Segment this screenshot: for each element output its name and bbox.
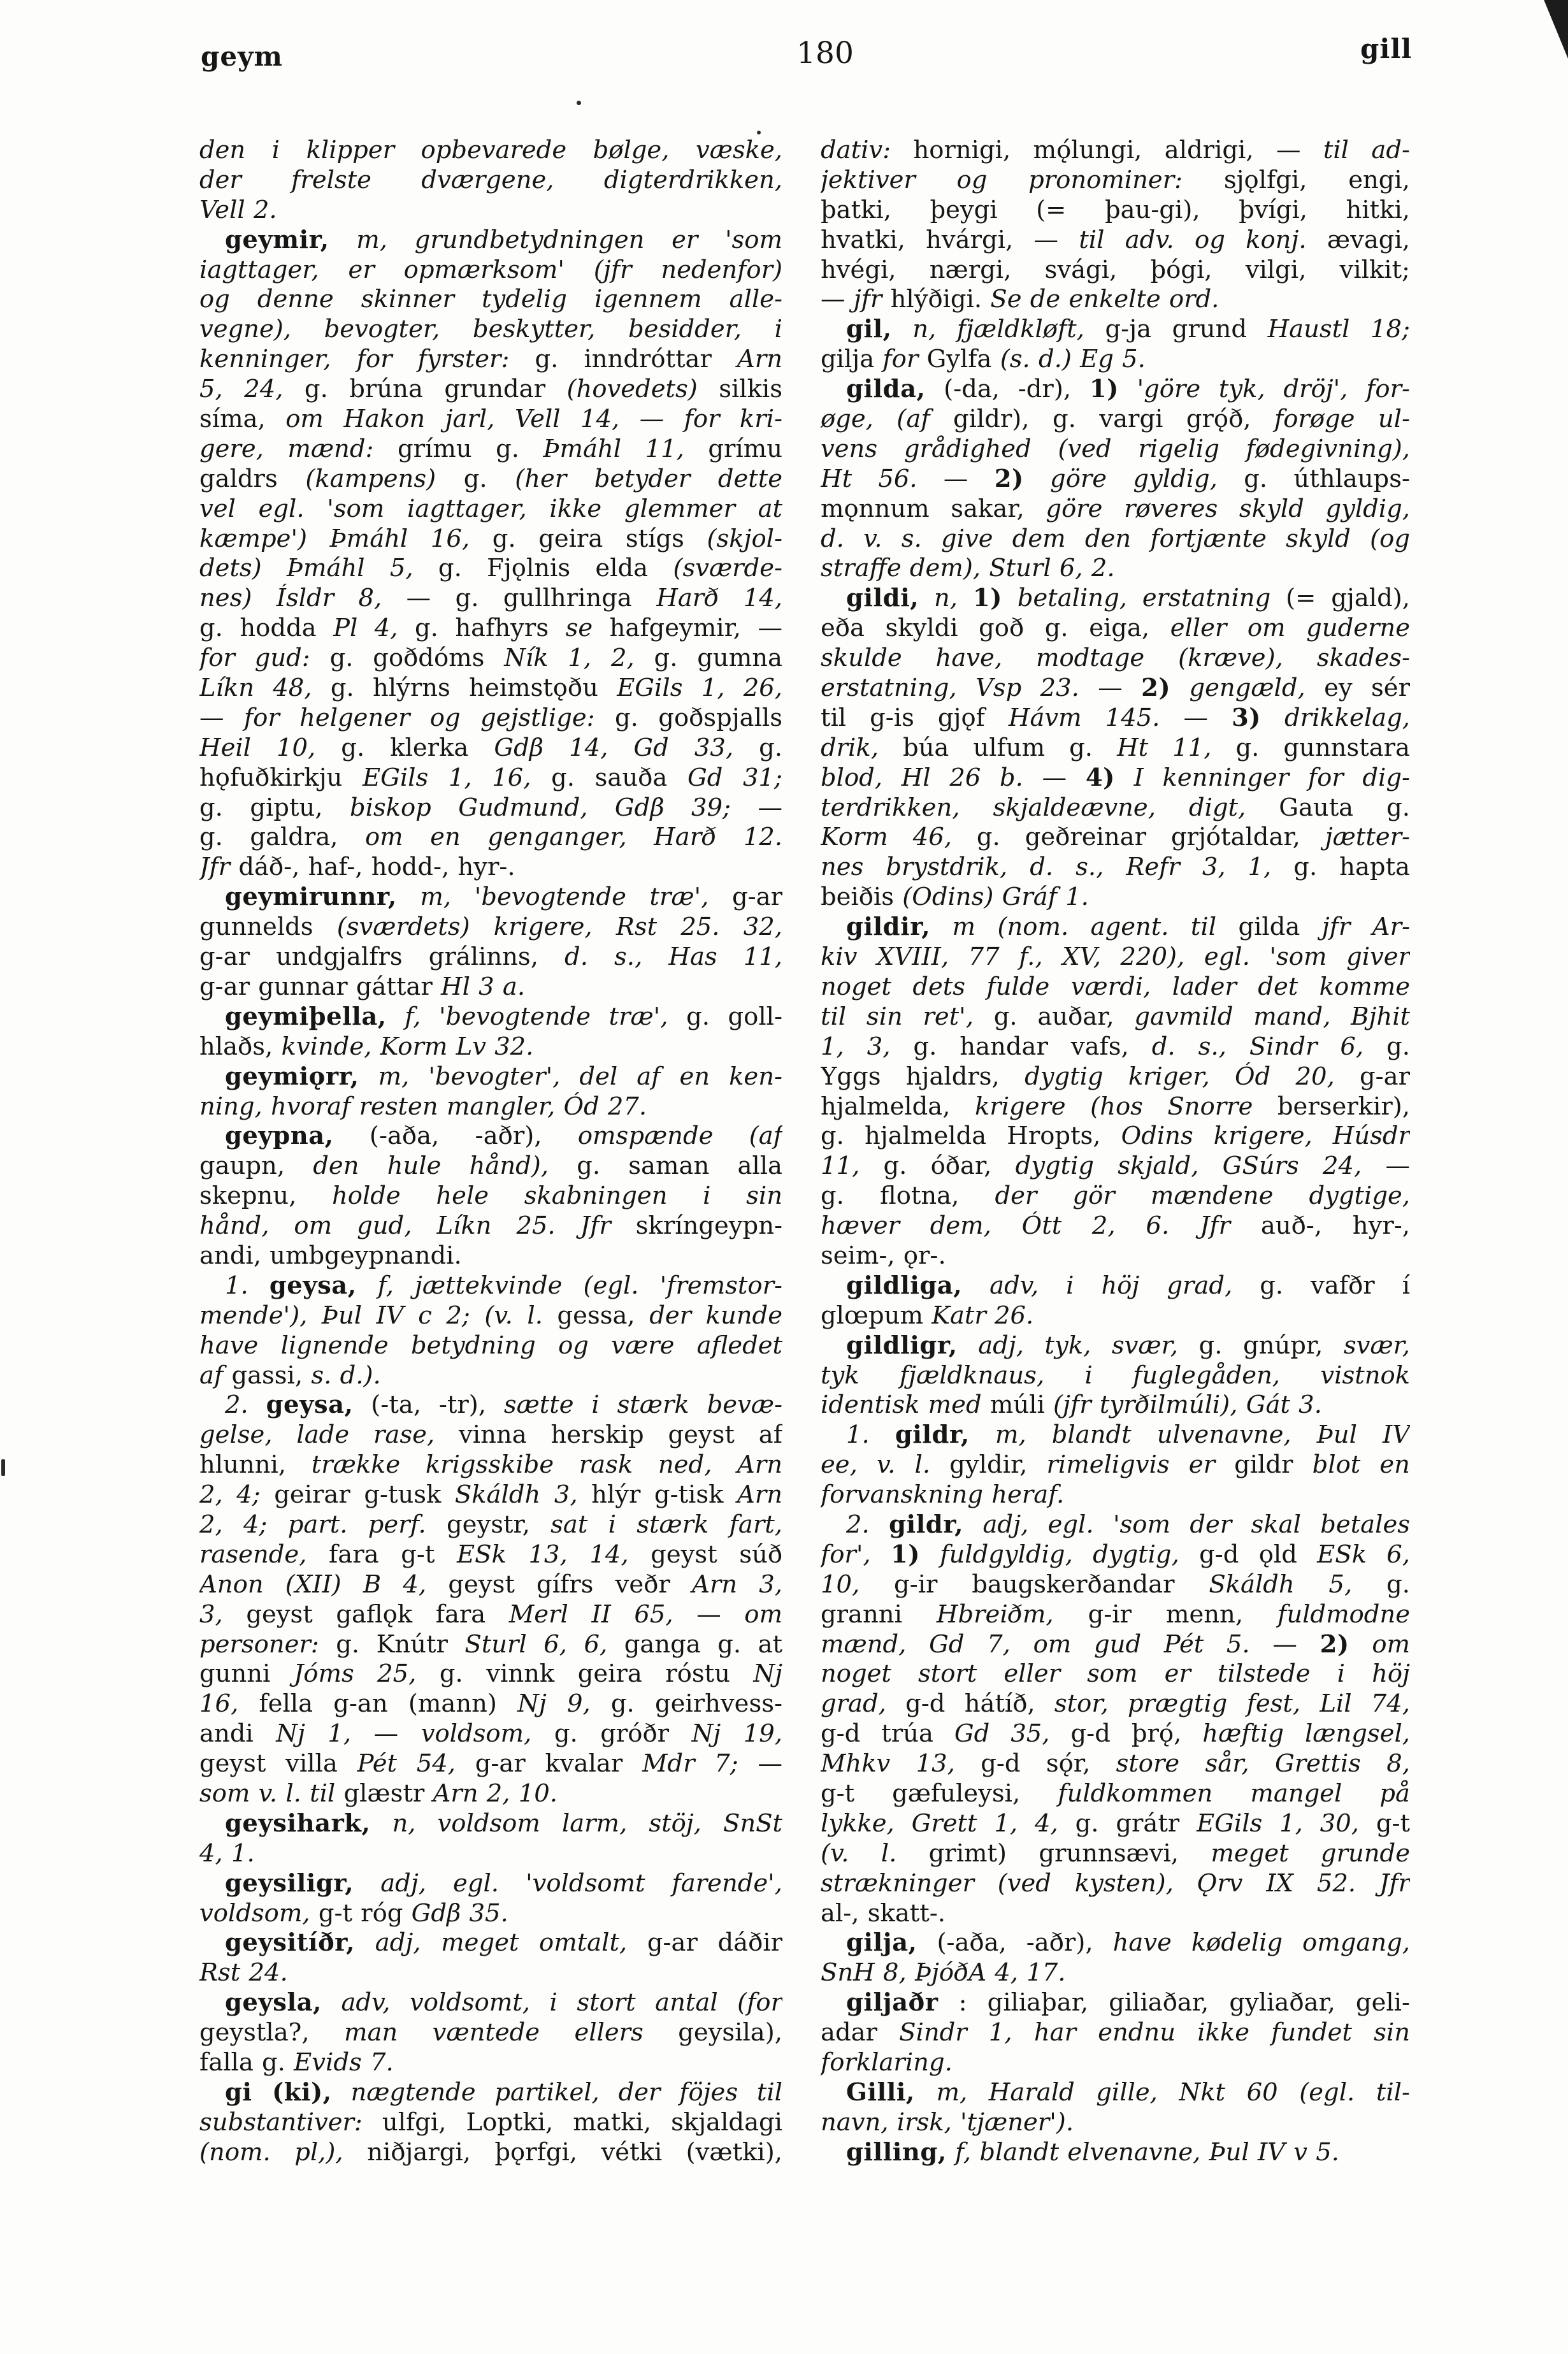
text-line: g. hjalmelda Hropts, Odins krigere, Húsdr: [821, 1122, 1410, 1151]
text-line: skepnu, holde hele skabningen i sin: [199, 1181, 782, 1211]
text-line: al-, skatt-.: [821, 1898, 946, 1928]
text-line: SnH 8, ÞjóðA 4, 17.: [821, 1958, 1066, 1988]
text-line: vegne), bevogter, beskytter, besidder, i: [199, 315, 782, 344]
text-line: Ht 56. — 2) göre gyldig, g. úthlaups-: [821, 464, 1410, 493]
text-line: til sin ret', g. auðar, gavmild mand, Bjhit: [821, 1002, 1410, 1031]
text-line: som v. l. til glæstr Arn 2, 10.: [199, 1779, 557, 1808]
text-line: ning, hvoraf resten mangler, Ód 27.: [199, 1092, 647, 1121]
text-line: gunni Jóms 25, g. vinnk geira róstu Nj: [199, 1659, 782, 1689]
text-line: hlunni, trække krigsskibe rask ned, Arn: [199, 1450, 782, 1480]
text-line: noget dets fulde værdi, lader det komme: [821, 972, 1410, 1001]
text-line: vel egl. 'som iagttager, ikke glemmer at: [199, 494, 782, 523]
text-line: andi Nj 1, — voldsom, g. gróðr Nj 19,: [199, 1719, 782, 1749]
text-line: 1. gildr, m, blandt ulvenavne, Þul IV: [846, 1420, 1410, 1450]
text-line: g-d trúa Gd 35, g-d þrǫ́, hæftig længsel,: [821, 1719, 1410, 1749]
text-line: g-ar undgjalfrs grálinns, d. s., Has 11,: [199, 942, 782, 972]
scan-artifact-speck: [1, 1459, 5, 1476]
text-line: grad, g-d hátíð, stor, prægtig fest, Lil 74,: [821, 1689, 1410, 1719]
text-line: Korm 46, g. geðreinar grjótaldar, jætter-: [821, 823, 1410, 852]
text-line: geysiligr, adj, egl. 'voldsomt farende',: [225, 1868, 782, 1898]
text-line: gilja, (-aða, -aðr), have kødelig omgang,: [846, 1928, 1410, 1958]
text-line: Heil 10, g. klerka Gdβ 14, Gd 33, g.: [199, 733, 782, 762]
text-line: (nom. pl,), niðjargi, þǫrfgi, vétki (vætki),: [199, 2137, 782, 2167]
text-line: Vell 2.: [199, 195, 277, 224]
page-number: 180: [796, 36, 854, 71]
text-column-right: [821, 136, 1410, 2168]
text-line: geysla, adv, voldsomt, i stort antal (for: [225, 1988, 782, 2018]
text-line: gunnelds (sværdets) krigere, Rst 25. 32,: [199, 913, 782, 942]
text-line: have lignende betydning og være afledet: [199, 1331, 782, 1360]
text-line: g. hodda Pl 4, g. hafhyrs se hafgeymir, —: [199, 614, 782, 643]
text-line: kæmpe') Þmáhl 16, g. geira stígs (skjol-: [199, 524, 782, 553]
text-line: den i klipper opbevarede bølge, væske,: [199, 136, 782, 164]
text-line: kenninger, for fyrster: g. inndróttar Arn: [199, 345, 782, 374]
text-line: seim-, ǫr-.: [821, 1241, 946, 1270]
text-line: síma, om Hakon jarl, Vell 14, — for kri-: [199, 405, 782, 434]
text-line: nes brystdrik, d. s., Refr 3, 1, g. hapta: [821, 853, 1410, 882]
text-line: kiv XVIII, 77 f., XV, 220), egl. 'som giver: [821, 942, 1410, 972]
text-line: mende'), Þul IV c 2; (v. l. gessa, der kunde: [199, 1301, 782, 1330]
text-line: øge, (af gildr), g. vargi grǫ́ð, forøge ul-: [821, 405, 1410, 434]
text-line: 1, 3, g. handar vafs, d. s., Sindr 6, g.: [821, 1032, 1410, 1061]
text-line: rasende, fara g-t ESk 13, 14, geyst súð: [199, 1540, 782, 1569]
text-line: nes) Ísldr 8, — g. gullhringa Harð 14,: [199, 584, 782, 613]
text-line: 3, geyst gaflǫk fara Merl II 65, — om: [199, 1599, 782, 1629]
text-line: straffe dem), Sturl 6, 2.: [821, 554, 1115, 583]
running-head: [0, 33, 1568, 78]
header-keyword-left: geym: [201, 41, 283, 72]
text-line: granni Hbreiðm, g-ir menn, fuldmodne: [821, 1599, 1410, 1629]
text-line: voldsom, g-t róg Gdβ 35.: [199, 1898, 508, 1928]
text-line: erstatning, Vsp 23. — 2) gengæld, ey sér: [821, 674, 1410, 703]
text-line: for', 1) fuldgyldig, dygtig, g-d ǫld ESk 6,: [821, 1540, 1410, 1569]
text-line: hlaðs, kvinde, Korm Lv 32.: [199, 1032, 534, 1061]
text-line: noget stort eller som er tilstede i höj: [821, 1659, 1410, 1689]
text-line: personer: g. Knútr Sturl 6, 6, ganga g. at: [199, 1629, 782, 1659]
text-line: forklaring.: [821, 2048, 953, 2077]
text-line: — jfr hlýðigi. Se de enkelte ord.: [821, 285, 1219, 314]
text-line: og denne skinner tydelig igennem alle-: [199, 285, 782, 314]
text-line: navn, irsk, 'tjæner').: [821, 2107, 1074, 2137]
text-line: gil, n, fjældkløft, g-ja grund Haustl 18;: [846, 315, 1410, 344]
text-line: hånd, om gud, Líkn 25. Jfr skríngeypn-: [199, 1211, 782, 1241]
text-line: Líkn 48, g. hlýrns heimstǫðu EGils 1, 26,: [199, 674, 782, 703]
text-line: gi (ki), nægtende partikel, der föjes til: [225, 2077, 782, 2107]
text-line: Gilli, m, Harald gille, Nkt 60 (egl. til-: [846, 2077, 1410, 2107]
text-line: Yggs hjaldrs, dygtig kriger, Ód 20, g-ar: [821, 1062, 1410, 1091]
text-line: gildir, m (nom. agent. til gilda jfr Ar-: [846, 913, 1410, 942]
text-line: der frelste dværgene, digterdrikken,: [199, 165, 782, 194]
text-line: gilling, f, blandt elvenavne, Þul IV v 5.: [846, 2137, 1339, 2167]
text-line: g-ar gunnar gáttar Hl 3 a.: [199, 972, 526, 1001]
text-line: forvanskning heraf.: [821, 1480, 1065, 1510]
text-line: substantiver: ulfgi, Loptki, matki, skjaldagi: [199, 2107, 782, 2137]
text-line: 2, 4; geirar g-tusk Skáldh 3, hlýr g-tisk Arn: [199, 1480, 782, 1510]
text-line: hvégi, nærgi, svági, þógi, vilgi, vilkit;: [821, 255, 1410, 284]
text-line: gaupn, den hule hånd), g. saman alla: [199, 1152, 782, 1181]
text-line: skulde have, modtage (kræve), skades-: [821, 644, 1410, 673]
text-line: andi, umbgeypnandi.: [199, 1241, 462, 1270]
text-line: ee, v. l. gyldir, rimeligvis er gildr blot en: [821, 1450, 1410, 1480]
text-line: g. flotna, der gör mændene dygtige,: [821, 1181, 1410, 1211]
text-line: geymir, m, grundbetydningen er 'som: [225, 225, 782, 254]
text-line: geyst villa Pét 54, g-ar kvalar Mdr 7; —: [199, 1749, 782, 1779]
text-line: gildi, n, 1) betaling, erstatning (= gjald),: [846, 584, 1410, 613]
text-line: lykke, Grett 1, 4, g. grátr EGils 1, 30, g-t: [821, 1809, 1410, 1838]
text-line: 16, fella g-an (mann) Nj 9, g. geirhvess-: [199, 1689, 782, 1719]
text-line: geysitíðr, adj, meget omtalt, g-ar dáðir: [225, 1928, 782, 1958]
text-line: beiðis (Odins) Gráf 1.: [821, 883, 1089, 912]
scan-artifact-speck: [757, 131, 761, 134]
text-line: identisk med múli (jfr tyrðilmúli), Gát 3.: [821, 1390, 1322, 1420]
text-line: Jfr dáð-, haf-, hodd-, hyr-.: [199, 853, 515, 882]
text-line: 1. geysa, f, jættekvinde (egl. 'fremstor-: [225, 1271, 782, 1300]
text-line: geypna, (-aða, -aðr), omspænde (af: [225, 1122, 782, 1151]
text-line: gilja for Gylfa (s. d.) Eg 5.: [821, 345, 1146, 374]
text-line: galdrs (kampens) g. (her betyder dette: [199, 464, 782, 493]
text-line: d. v. s. give dem den fortjænte skyld (og: [821, 524, 1410, 553]
text-line: 2. geysa, (-ta, -tr), sætte i stærk bevæ-: [225, 1390, 782, 1420]
text-line: gere, mænd: grímu g. Þmáhl 11, grímu: [199, 434, 782, 463]
text-line: terdrikken, skjaldeævne, digt, Gauta g.: [821, 793, 1410, 822]
text-line: dets) Þmáhl 5, g. Fjǫlnis elda (sværde-: [199, 554, 782, 583]
text-line: mænd, Gd 7, om gud Pét 5. — 2) om: [821, 1629, 1410, 1659]
text-line: falla g. Evids 7.: [199, 2048, 394, 2077]
text-line: g. galdra, om en genganger, Harð 12.: [199, 823, 782, 852]
text-line: 2. gildr, adj, egl. 'som der skal betales: [846, 1510, 1410, 1539]
text-line: — for helgener og gejstlige: g. goðspjalls: [199, 703, 782, 732]
text-line: hæver dem, Ótt 2, 6. Jfr auð-, hyr-,: [821, 1211, 1410, 1241]
text-line: geymiþella, f, 'bevogtende træ', g. goll-: [225, 1002, 782, 1031]
text-line: gelse, lade rase, vinna herskip geyst af: [199, 1420, 782, 1450]
text-line: adar Sindr 1, har endnu ikke fundet sin: [821, 2018, 1410, 2047]
text-line: Anon (XII) B 4, geyst gífrs veðr Arn 3,: [199, 1570, 782, 1599]
text-line: geysihark, n, voldsom larm, stöj, SnSt: [225, 1809, 782, 1838]
text-line: dativ: hornigi, mǫ́lungi, aldrigi, — til ad-: [821, 136, 1410, 164]
text-line: af gassi, s. d.).: [199, 1361, 381, 1390]
text-line: strækninger (ved kysten), Ǫrv IX 52. Jfr: [821, 1868, 1410, 1898]
text-line: eða skyldi goð g. eiga, eller om guderne: [821, 614, 1410, 643]
text-line: Rst 24.: [199, 1958, 288, 1988]
text-line: giljaðr : giliaþar, giliaðar, gyliaðar, geli-: [846, 1988, 1410, 2018]
text-line: þatki, þeygi (= þau-gi), þvígi, hitki,: [821, 195, 1410, 224]
text-line: 2, 4; part. perf. geystr, sat i stærk fart,: [199, 1510, 782, 1539]
text-line: g. giptu, biskop Gudmund, Gdβ 39; —: [199, 793, 782, 822]
text-line: blod, Hl 26 b. — 4) I kenninger for dig-: [821, 763, 1410, 792]
text-line: geymirunnr, m, 'bevogtende træ', g-ar: [225, 883, 782, 912]
text-line: vens grådighed (ved rigelig fødegivning),: [821, 434, 1410, 463]
text-line: mǫnnum sakar, göre røveres skyld gyldig,: [821, 494, 1410, 523]
text-line: glœpum Katr 26.: [821, 1301, 1034, 1330]
text-line: jektiver og pronominer: sjǫlfgi, engi,: [821, 165, 1410, 194]
text-line: 5, 24, g. brúna grundar (hovedets) silkis: [199, 375, 782, 404]
text-line: g-t gæfuleysi, fuldkommen mangel på: [821, 1779, 1410, 1808]
text-line: iagttager, er opmærksom' (jfr nedenfor): [199, 255, 782, 284]
text-line: 11, g. óðar, dygtig skjald, GSúrs 24, —: [821, 1152, 1410, 1181]
text-line: 4, 1.: [199, 1838, 255, 1868]
text-line: for gud: g. goðdóms Ník 1, 2, g. gumna: [199, 644, 782, 673]
text-line: gilda, (-da, -dr), 1) 'göre tyk, dröj', for-: [846, 375, 1410, 404]
text-line: Mhkv 13, g-d sǫ́r, store sår, Grettis 8,: [821, 1749, 1410, 1779]
header-keyword-right: gill: [1360, 33, 1413, 64]
text-line: tyk fjældknaus, i fuglegåden, vistnok: [821, 1361, 1410, 1390]
text-line: geystla?, man væntede ellers geysila),: [199, 2018, 782, 2047]
text-line: gildliga, adv, i höj grad, g. vafðr í: [846, 1271, 1410, 1300]
text-line: hǫfuðkirkju EGils 1, 16, g. sauða Gd 31;: [199, 763, 782, 792]
text-line: geymiǫrr, m, 'bevogter', del af en ken-: [225, 1062, 782, 1091]
text-line: gildligr, adj, tyk, svær, g. gnúpr, svær,: [846, 1331, 1410, 1360]
text-column-left: [199, 136, 782, 2168]
text-line: hjalmelda, krigere (hos Snorre berserkir),: [821, 1092, 1410, 1121]
text-line: til g-is gjǫf Hávm 145. — 3) drikkelag,: [821, 703, 1410, 732]
text-line: drik, búa ulfum g. Ht 11, g. gunnstara: [821, 733, 1410, 762]
text-line: 10, g-ir baugskerðandar Skáldh 5, g.: [821, 1570, 1410, 1599]
text-line: (v. l. grimt) grunnsævi, meget grunde: [821, 1838, 1410, 1868]
scan-artifact-speck: [577, 101, 581, 105]
text-line: hvatki, hvárgi, — til adv. og konj. ævagi,: [821, 225, 1410, 254]
